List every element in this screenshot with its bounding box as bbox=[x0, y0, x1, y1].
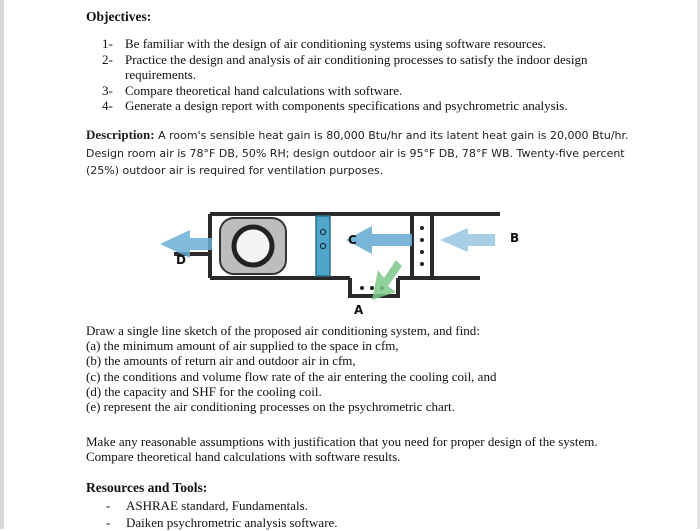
resources-heading: Resources and Tools: bbox=[86, 480, 207, 496]
objective-item bbox=[102, 83, 642, 99]
objective-number: 4- bbox=[102, 98, 125, 114]
resource-item bbox=[106, 498, 338, 515]
label-b: B bbox=[510, 231, 519, 245]
objective-text: Generate a design report with components specifications and psychrometric analysis. bbox=[125, 98, 642, 114]
task-item: (e) represent the air conditioning processes on the psychrometric chart. bbox=[86, 399, 646, 414]
task-item: (b) the amounts of return air and outdoor air in cfm, bbox=[86, 353, 646, 368]
label-d: D bbox=[176, 253, 186, 267]
fan-icon bbox=[234, 227, 272, 265]
label-a: A bbox=[354, 303, 364, 317]
description-text: A room's sensible heat gain is 80,000 Btu/hr and its latent heat gain is 20,000 Btu/hr. Design room air is 78°F DB, 50% RH; design outdoor air is 95°F DB, 78°F WB. Twenty-five percent (25%) outdoor air is required for ventilation purposes. bbox=[86, 129, 629, 177]
resource-bullet: - bbox=[106, 498, 126, 515]
description-paragraph bbox=[86, 126, 634, 180]
objective-number: 3- bbox=[102, 83, 125, 99]
resource-text: ASHRAE standard, Fundamentals. bbox=[126, 498, 308, 515]
assumptions-paragraph: Make any reasonable assumptions with justification that you need for proper design of the system. Compare theoretical hand calculations with software results. bbox=[86, 434, 646, 465]
objective-text: Practice the design and analysis of air conditioning processes to satisfy the indoor design requirements. bbox=[125, 52, 642, 83]
resource-text: Daiken psychrometric analysis software. bbox=[126, 515, 338, 531]
task-intro: Draw a single line sketch of the proposed air conditioning system, and find: bbox=[86, 323, 646, 338]
objective-item bbox=[102, 36, 642, 52]
objective-number: 1- bbox=[102, 36, 125, 52]
objective-item bbox=[102, 98, 642, 114]
objectives-list bbox=[102, 36, 642, 114]
objectives-heading: Objectives: bbox=[86, 9, 151, 25]
return-arrow-icon bbox=[440, 228, 495, 252]
objective-text: Compare theoretical hand calculations with software. bbox=[125, 83, 642, 99]
task-item: (d) the capacity and SHF for the cooling coil. bbox=[86, 384, 646, 399]
left-page-edge bbox=[0, 0, 4, 529]
ac-system-diagram bbox=[150, 200, 550, 320]
task-item: (a) the minimum amount of air supplied to the space in cfm, bbox=[86, 338, 646, 353]
description-lead: Description: bbox=[86, 127, 155, 142]
task-block bbox=[86, 323, 646, 414]
resource-bullet: - bbox=[106, 515, 126, 531]
label-c: C bbox=[348, 233, 357, 247]
objective-text: Be familiar with the design of air conditioning systems using software resources. bbox=[125, 36, 642, 52]
cooling-coil bbox=[316, 216, 330, 276]
objective-number: 2- bbox=[102, 52, 125, 83]
task-item: (c) the conditions and volume flow rate of the air entering the cooling coil, and bbox=[86, 369, 646, 384]
objective-item bbox=[102, 52, 642, 83]
resources-list bbox=[106, 498, 338, 531]
